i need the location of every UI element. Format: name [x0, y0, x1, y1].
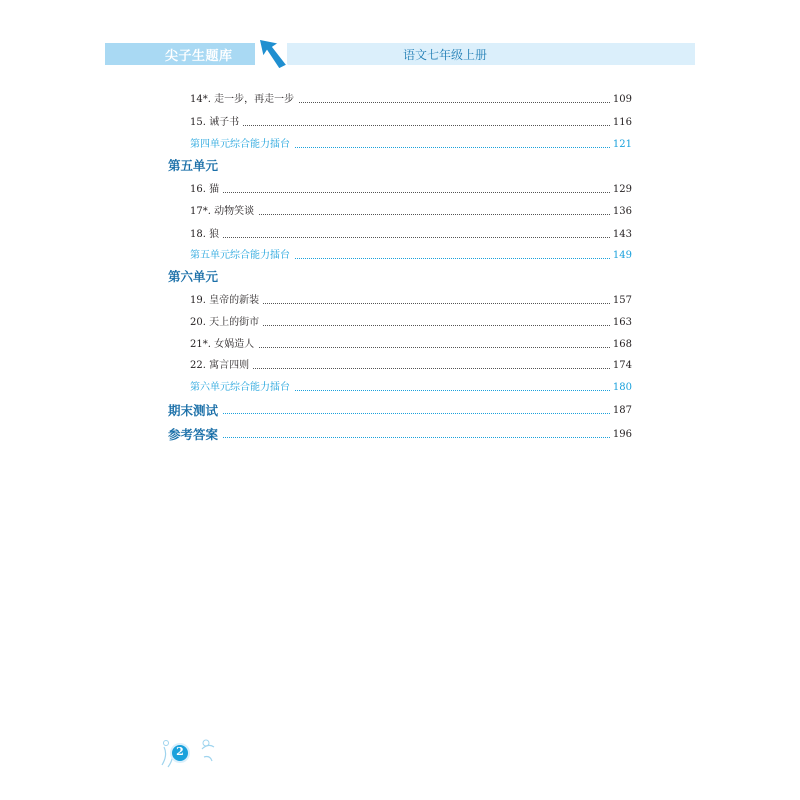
- dot-leader: [190, 237, 610, 238]
- toc-entry-title: 19. 皇帝的新装: [190, 292, 263, 310]
- toc-entry-page: 129: [612, 184, 632, 195]
- toc-entry[interactable]: [0, 114, 800, 132]
- toc-entry-page: 149: [612, 250, 632, 261]
- toc-entry-title: 第五单元综合能力擂台: [190, 247, 294, 265]
- toc-entry-title: 17*. 动物笑谈: [190, 203, 258, 221]
- toc-entry-page: 157: [612, 295, 632, 306]
- toc-entry-title: 16. 猫: [190, 181, 223, 199]
- toc-entry-page: 174: [612, 360, 632, 371]
- dot-leader: [190, 125, 610, 126]
- toc-entry-page: 136: [612, 206, 632, 217]
- toc-entry-page: 180: [612, 382, 632, 393]
- unit-heading[interactable]: 第五单元: [168, 158, 219, 173]
- toc-entry-page: 187: [612, 405, 632, 416]
- toc-entry[interactable]: [0, 292, 800, 310]
- dot-leader: [168, 437, 610, 438]
- unit-heading[interactable]: 第六单元: [168, 269, 219, 284]
- toc-entry-title: 22. 寓言四则: [190, 357, 253, 375]
- toc-entry-page: 196: [612, 429, 632, 440]
- page-number-badge: [158, 735, 218, 771]
- toc-unit-test-entry[interactable]: [0, 247, 800, 265]
- toc-entry[interactable]: [0, 181, 800, 199]
- toc-entry[interactable]: [0, 357, 800, 375]
- page-number: 2: [176, 745, 184, 758]
- toc-entry[interactable]: [0, 336, 800, 354]
- toc-section-title: 期末测试: [168, 402, 222, 420]
- toc-entry-page: 121: [612, 139, 632, 150]
- toc-unit-test-entry[interactable]: [0, 136, 800, 154]
- toc-entry-page: 116: [612, 117, 632, 128]
- toc-entry-title: 第六单元综合能力擂台: [190, 379, 294, 397]
- toc-entry-page: 143: [612, 229, 632, 240]
- toc-entry-title: 18. 狼: [190, 226, 223, 244]
- toc-section-entry[interactable]: [0, 402, 800, 420]
- toc-entry[interactable]: [0, 226, 800, 244]
- toc-entry-title: 第四单元综合能力擂台: [190, 136, 294, 154]
- header-series-title: 尖子生题库: [165, 49, 233, 64]
- toc-entry[interactable]: [0, 314, 800, 332]
- header-subject-title: 语文七年级上册: [403, 48, 488, 62]
- toc-entry-page: 109: [612, 94, 632, 105]
- dot-leader: [168, 413, 610, 414]
- toc-unit-test-entry[interactable]: [0, 379, 800, 397]
- toc-section-title: 参考答案: [168, 426, 222, 444]
- floral-ornament-icon: [158, 735, 218, 771]
- toc-entry-page: 168: [612, 339, 632, 350]
- toc-entry-title: 20. 天上的街市: [190, 314, 263, 332]
- toc-entry[interactable]: [0, 203, 800, 221]
- toc-entry-title: 15. 诫子书: [190, 114, 243, 132]
- toc-entry-title: 14*. 走一步，再走一步: [190, 91, 298, 109]
- toc-entry-page: 163: [612, 317, 632, 328]
- toc-entry-title: 21*. 女娲造人: [190, 336, 258, 354]
- toc-section-entry[interactable]: [0, 426, 800, 444]
- toc-entry[interactable]: [0, 91, 800, 109]
- dot-leader: [190, 192, 610, 193]
